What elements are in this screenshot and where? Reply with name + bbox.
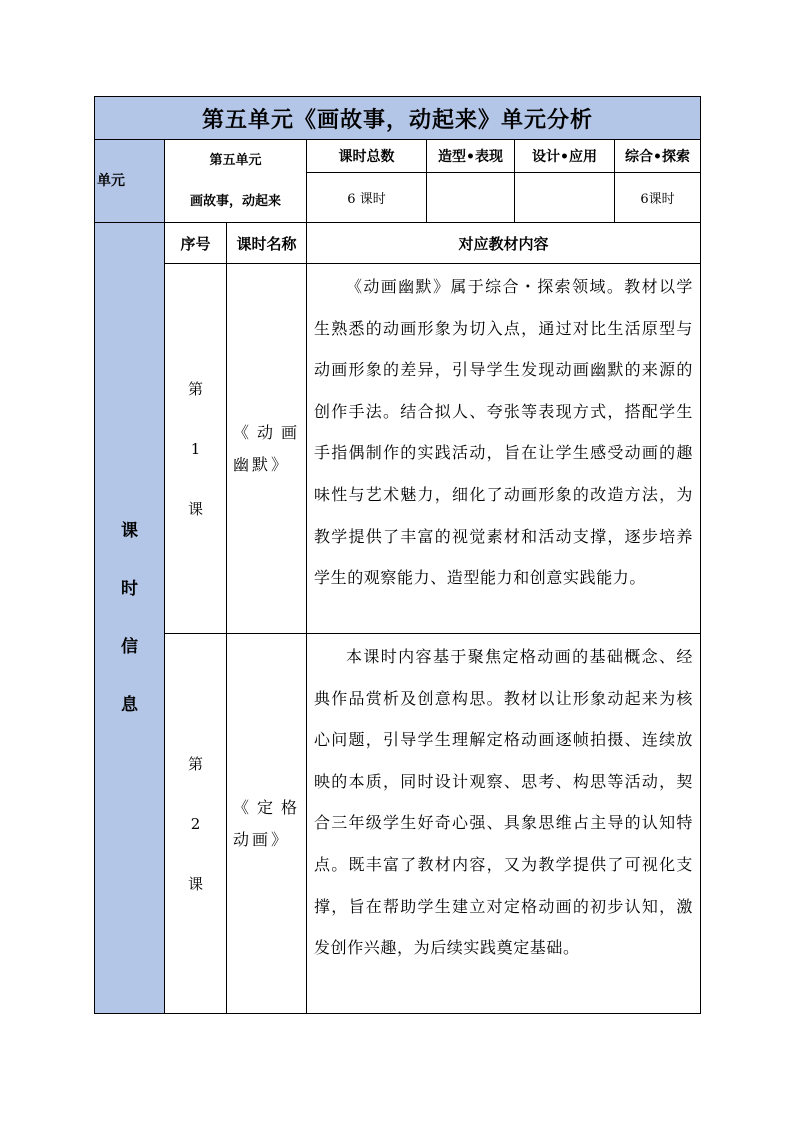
unit-number: 第五单元: [209, 153, 262, 168]
total-hours-header: 课时总数: [307, 140, 427, 173]
lesson-info-side-label: 课 时 信 息: [95, 223, 165, 1014]
table-row: [95, 264, 701, 634]
unit-analysis-table: [94, 96, 701, 1014]
column-header-name: 课时名称: [227, 223, 307, 264]
column-header-no: 序号: [165, 223, 227, 264]
category-header-2: 设计•应用: [515, 140, 615, 173]
category-header-1: 造型•表现: [427, 140, 515, 173]
column-header-content: 对应教材内容: [307, 223, 701, 264]
category-value-1: [427, 173, 515, 223]
lesson-name: 《定格动画》: [227, 634, 307, 1014]
total-hours-value: 6 课时: [307, 173, 427, 223]
page-title: 第五单元《画故事，动起来》单元分析: [95, 97, 701, 140]
lesson-content: 《动画幽默》属于综合・探索领域。教材以学生熟悉的动画形象为切入点，通过对比生活原型与动画形象的差异，引导学生发现动画幽默的来源的创作手法。结合拟人、夸张等表现方式，搭配学生手指偶制作的实践活动，旨在让学生感受动画的趣味性与艺术魅力，细化了动画形象的改造方法，为教学提供了丰富的视觉素材和活动支撑，逐步培养学生的观察能力、造型能力和创意实践能力。: [307, 264, 701, 634]
category-header-3: 综合•探索: [615, 140, 701, 173]
unit-name-cell: [165, 140, 307, 223]
lesson-content: 本课时内容基于聚焦定格动画的基础概念、经典作品赏析及创意构思。教材以让形象动起来为核心问题，引导学生理解定格动画逐帧拍摄、连续放映的本质，同时设计观察、思考、构思等活动，契合三年级学生好奇心强、具象思维占主导的认知特点。既丰富了教材内容，又为教学提供了可视化支撑，旨在帮助学生建立对定格动画的初步认知，激发创作兴趣，为后续实践奠定基础。: [307, 634, 701, 1014]
lesson-name: 《动画幽默》: [227, 264, 307, 634]
lesson-number: 第 1 课: [165, 264, 227, 634]
unit-label: 单元: [95, 140, 165, 223]
category-value-3: 6课时: [615, 173, 701, 223]
unit-title: 画故事，动起来: [189, 194, 281, 209]
category-value-2: [515, 173, 615, 223]
table-row: [95, 634, 701, 1014]
lesson-number: 第 2 课: [165, 634, 227, 1014]
